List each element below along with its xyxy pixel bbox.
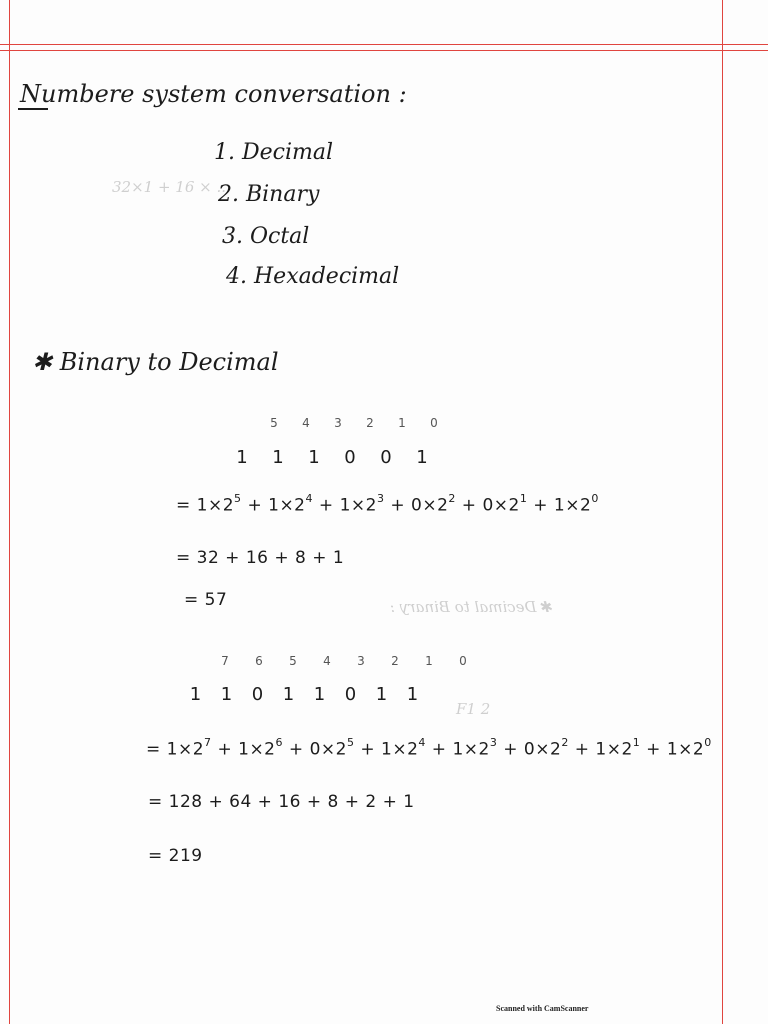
binary-digit: 0 xyxy=(251,684,264,705)
page-heading: Numbere system conversation : xyxy=(20,80,407,108)
list-item: 1. Decimal xyxy=(214,140,334,165)
position-index: 6 xyxy=(255,654,263,668)
position-index: 4 xyxy=(323,654,331,668)
list-item: 4. Hexadecimal xyxy=(226,264,400,289)
position-index: 1 xyxy=(398,416,406,430)
binary-digits-row xyxy=(224,447,440,468)
term-exponent: 3 xyxy=(376,492,385,505)
term-exponent: 6 xyxy=(275,736,283,749)
term-exponent: 0 xyxy=(704,736,712,749)
list-item: 2. Binary xyxy=(218,182,320,207)
binary-digit: 1 xyxy=(220,684,233,705)
position-index: 3 xyxy=(334,416,342,430)
binary-digit: 1 xyxy=(313,684,326,705)
term-coefficient: 0 xyxy=(411,495,423,516)
heading-underline-stroke xyxy=(18,108,48,110)
term-coefficient: 0 xyxy=(482,495,494,516)
binary-digit: 1 xyxy=(308,447,320,468)
section-title: ✱ Binary to Decimal xyxy=(32,348,279,376)
scanner-watermark: Scanned with CamScanner xyxy=(496,1004,589,1013)
position-index: 2 xyxy=(391,654,399,668)
position-index: 2 xyxy=(366,416,374,430)
binary-digit: 1 xyxy=(189,684,202,705)
binary-digits-row xyxy=(180,684,428,705)
position-index: 4 xyxy=(302,416,310,430)
term-coefficient: 1 xyxy=(339,495,351,516)
position-index: 1 xyxy=(425,654,433,668)
term-exponent: 0 xyxy=(591,492,599,505)
position-index-row xyxy=(258,416,450,430)
bleed-through-text: F1 2 xyxy=(456,700,491,718)
binary-digit: 1 xyxy=(236,447,248,468)
left-margin-line xyxy=(9,0,10,1024)
binary-digit: 1 xyxy=(272,447,284,468)
binary-digit: 1 xyxy=(406,684,419,705)
term-coefficient: 1 xyxy=(381,739,393,760)
sum-line: = 128 + 64 + 16 + 8 + 2 + 1 xyxy=(148,792,415,812)
binary-digit: 1 xyxy=(416,447,428,468)
top-margin-line-2 xyxy=(0,50,768,51)
binary-digit: 1 xyxy=(375,684,388,705)
term-coefficient: 1 xyxy=(666,739,679,760)
term-coefficient: 1 xyxy=(452,739,464,760)
position-index-row xyxy=(208,654,480,668)
term-exponent: 5 xyxy=(346,736,355,749)
list-item: 3. Octal xyxy=(222,224,310,249)
binary-digit: 0 xyxy=(344,684,357,705)
bleed-through-text: 32×1 + 16 × ... xyxy=(112,178,231,196)
term-coefficient: 0 xyxy=(523,739,536,760)
term-coefficient: 1 xyxy=(595,739,607,760)
term-exponent: 4 xyxy=(418,736,426,749)
binary-digit: 0 xyxy=(380,447,392,468)
position-index: 0 xyxy=(459,654,467,668)
term-coefficient: 1 xyxy=(238,739,250,760)
expansion-line: = $1\times 2^5 + 1\times 2^4 + 1\times 2^3 + 0\times 2^2 + 0\times 2^1 + 1\times 2^0$ xyxy=(176,492,599,516)
position-index: 5 xyxy=(270,416,278,430)
term-exponent: 7 xyxy=(204,736,212,749)
term-coefficient: 1 xyxy=(196,495,208,516)
term-exponent: 2 xyxy=(448,492,456,505)
binary-digit: 1 xyxy=(282,684,295,705)
position-index: 5 xyxy=(289,654,297,668)
term-exponent: 3 xyxy=(489,736,498,749)
term-exponent: 4 xyxy=(305,492,313,505)
term-coefficient: 1 xyxy=(268,495,280,516)
result-line: = 219 xyxy=(148,846,203,866)
term-coefficient: 1 xyxy=(553,495,566,516)
position-index: 7 xyxy=(221,654,229,668)
term-exponent: 1 xyxy=(519,492,528,505)
position-index: 0 xyxy=(430,416,438,430)
bleed-through-text: ✱ Decimal to Binary : xyxy=(390,598,554,616)
result-line: = 57 xyxy=(184,590,228,610)
term-exponent: 1 xyxy=(632,736,641,749)
term-coefficient: 1 xyxy=(166,739,178,760)
binary-digit: 0 xyxy=(344,447,356,468)
right-margin-line xyxy=(722,0,723,1024)
term-exponent: 2 xyxy=(561,736,569,749)
top-margin-line xyxy=(0,44,768,45)
term-coefficient: 0 xyxy=(309,739,321,760)
expansion-line: = $1\times 2^7 + 1\times 2^6 + 0\times 2^5 + 1\times 2^4 + 1\times 2^3 + 0\times 2^2 + 1\times 2^1 + 1\times 2^0$ xyxy=(146,736,712,760)
term-exponent: 5 xyxy=(234,492,242,505)
position-index: 3 xyxy=(357,654,365,668)
sum-line: = 32 + 16 + 8 + 1 xyxy=(176,548,345,568)
